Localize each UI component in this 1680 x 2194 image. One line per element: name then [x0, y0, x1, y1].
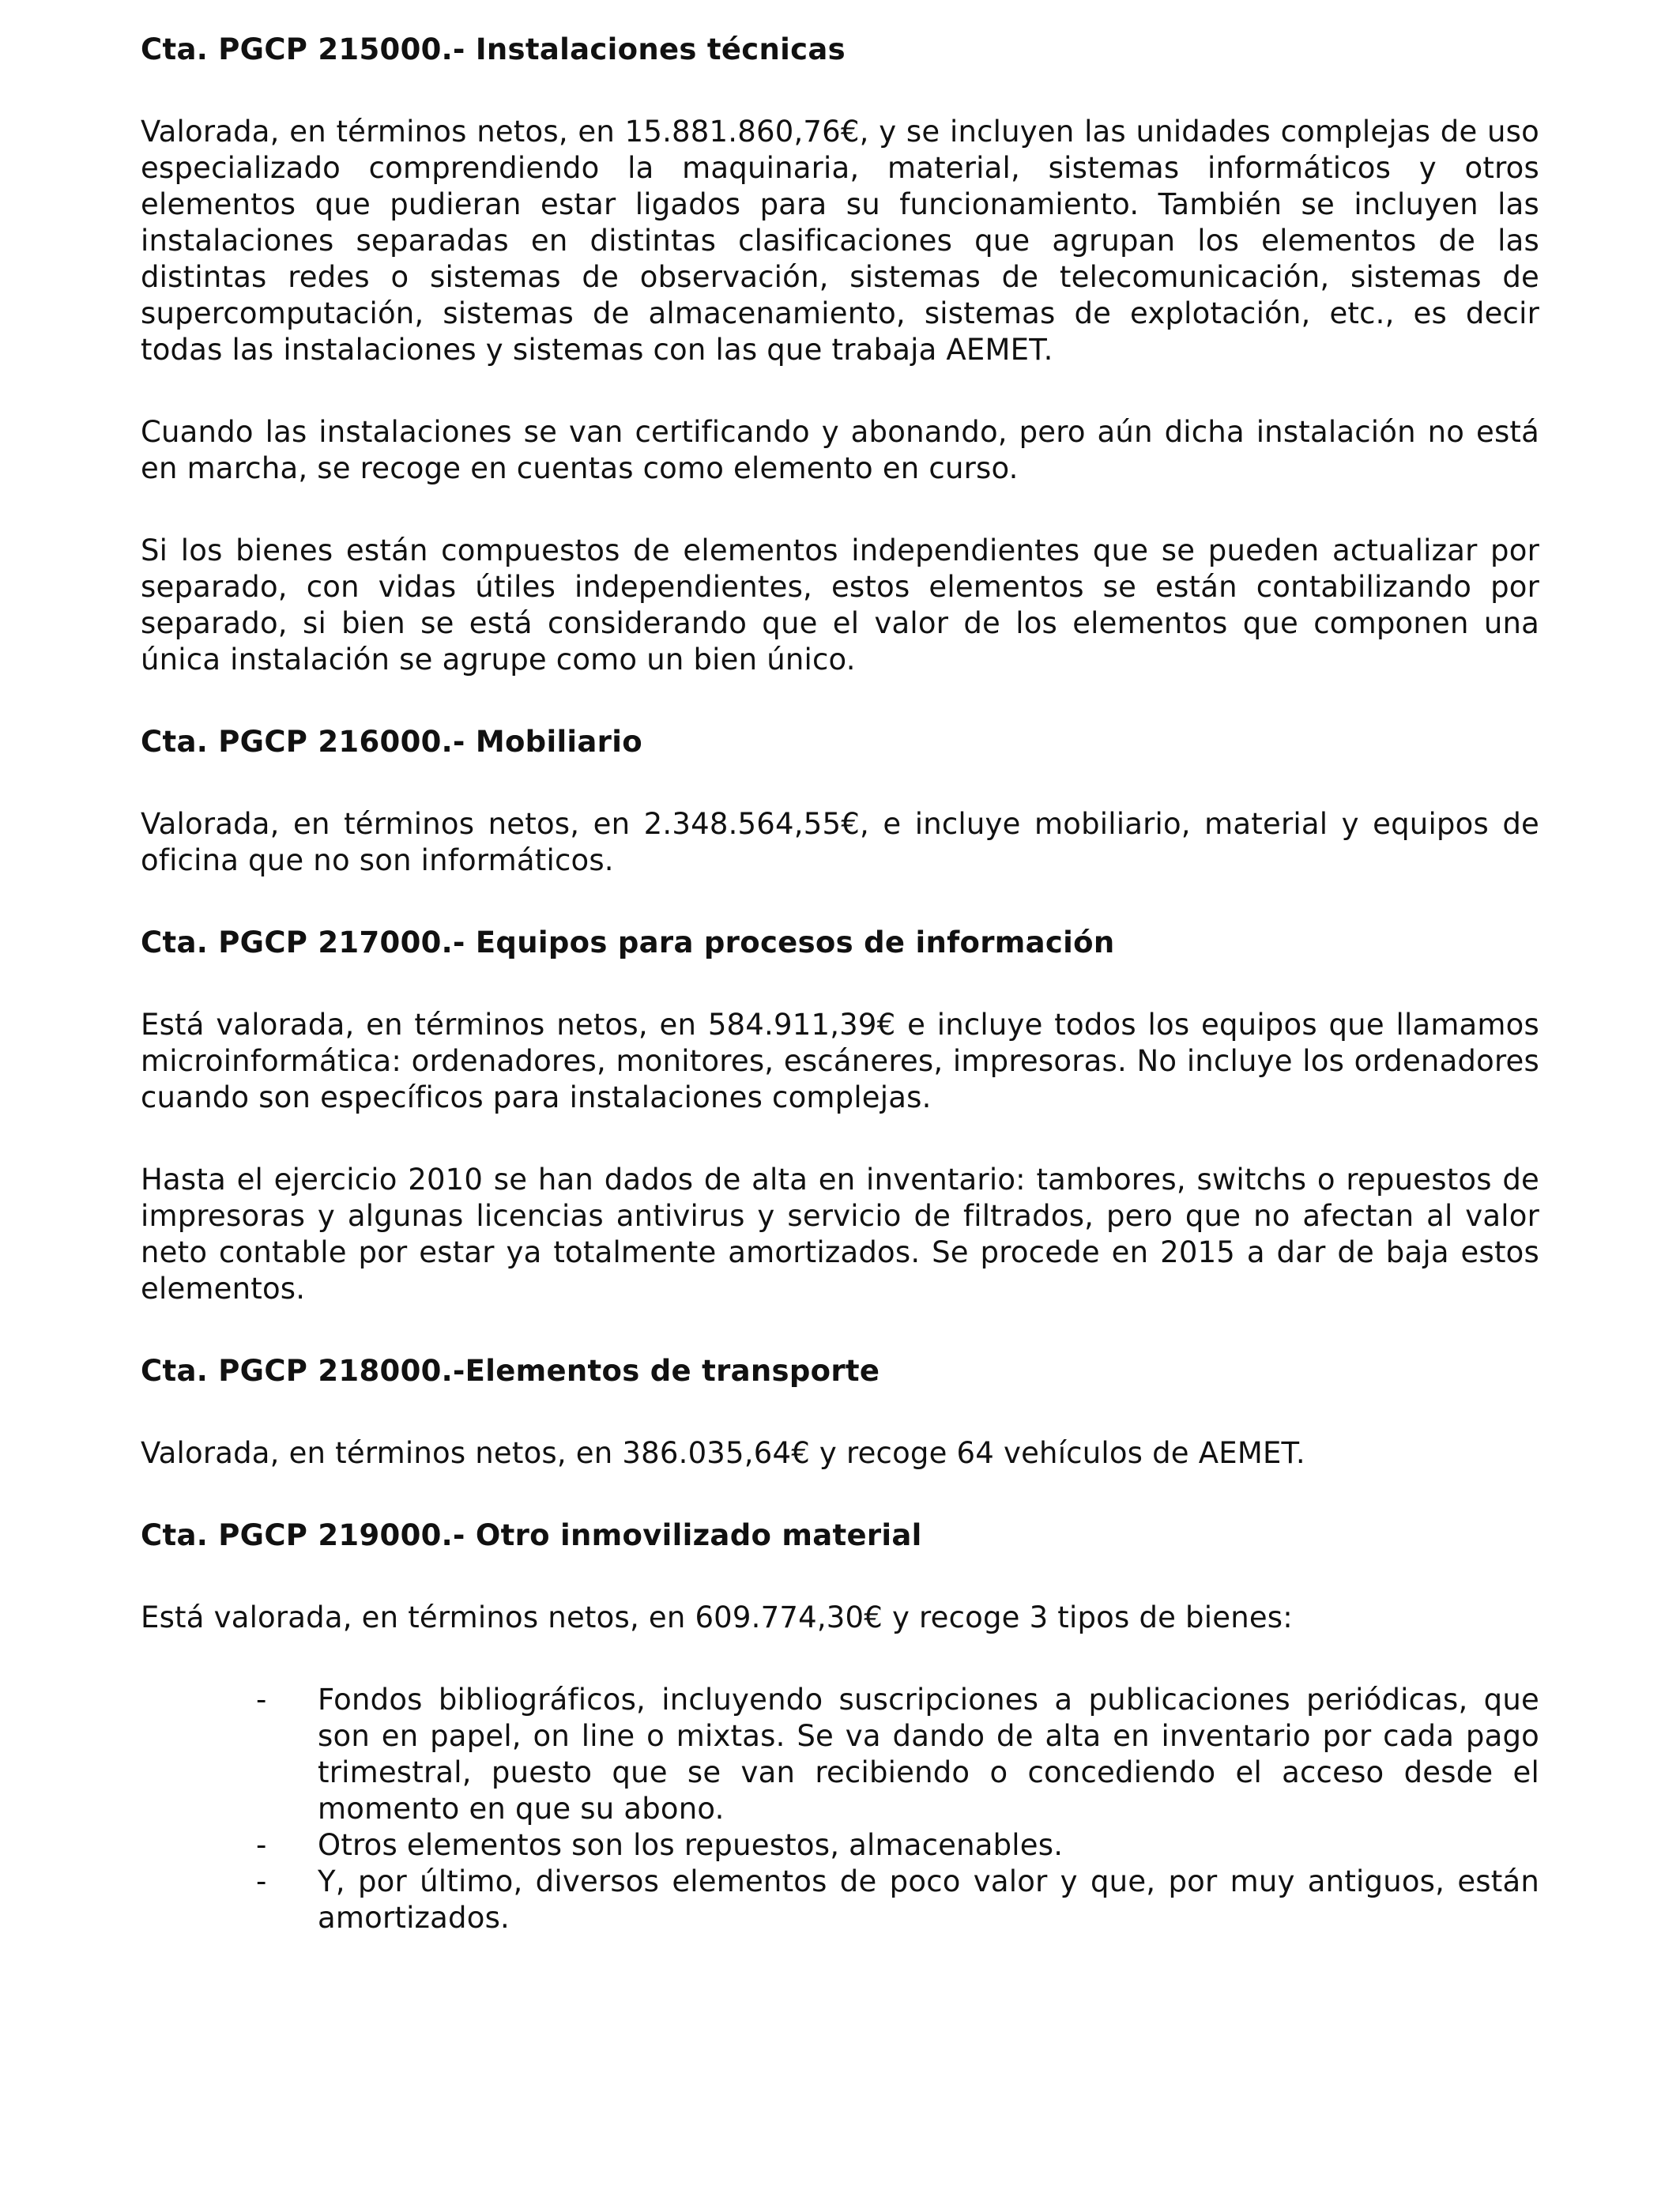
- list-item: [141, 1864, 1539, 1936]
- list-item: [141, 1827, 1539, 1864]
- paragraph-218000-1: Valorada, en términos netos, en 386.035,64€ y recoge 64 vehículos de AEMET.: [141, 1436, 1305, 1470]
- list-item-text: Fondos bibliográficos, incluyendo suscripciones a publicaciones periódicas, que son en papel, on line o mixtas. Se va dando de alta en inventario por cada pago trimestral, puesto que se van recibiendo o concediendo el acceso desde el momento en que su abono.: [318, 1683, 1539, 1826]
- paragraph-217000-2: Hasta el ejercicio 2010 se han dados de alta en inventario: tambores, switchs o repuestos de impresoras y algunas licencias antivirus y servicio de filtrados, pero que no afectan al valor neto contable por estar ya totalmente amortizados. Se procede en 2015 a dar de baja estos elementos.: [141, 1163, 1539, 1306]
- paragraph-215000-2: Cuando las instalaciones se van certificando y abonando, pero aún dicha instalación no está en marcha, se recoge en cuentas como elemento en curso.: [141, 415, 1539, 485]
- section-heading-218000: Cta. PGCP 218000.-Elementos de transporte: [141, 1354, 880, 1388]
- dash-bullet: -: [256, 1828, 267, 1862]
- asset-types-list: [141, 1682, 1539, 1936]
- list-item-text: Otros elementos son los repuestos, almacenables.: [318, 1828, 1064, 1862]
- section-heading-215000: Cta. PGCP 215000.- Instalaciones técnicas: [141, 32, 846, 66]
- paragraph-219000-1: Está valorada, en términos netos, en 609.774,30€ y recoge 3 tipos de bienes:: [141, 1600, 1293, 1634]
- list-item: [141, 1682, 1539, 1827]
- paragraph-217000-1: Está valorada, en términos netos, en 584.911,39€ e incluye todos los equipos que llamamos microinformática: ordenadores, monitores, escáneres, impresoras. No incluye los ordenadores cuando son específicos para instalaciones complejas.: [141, 1008, 1539, 1114]
- section-heading-217000: Cta. PGCP 217000.- Equipos para procesos de información: [141, 925, 1115, 959]
- list-item-text: Y, por último, diversos elementos de poco valor y que, por muy antiguos, están amortizados.: [318, 1864, 1539, 1935]
- section-heading-216000: Cta. PGCP 216000.- Mobiliario: [141, 725, 642, 759]
- section-heading-219000: Cta. PGCP 219000.- Otro inmovilizado material: [141, 1518, 922, 1552]
- document-page: [141, 32, 1539, 1936]
- dash-bullet: -: [256, 1864, 267, 1898]
- paragraph-215000-3: Si los bienes están compuestos de elementos independientes que se pueden actualizar por separado, con vidas útiles independientes, estos elementos se están contabilizando por separado, si bien se está considerando que el valor de los elementos que componen una única instalación se agrupe como un bien único.: [141, 533, 1539, 677]
- dash-bullet: -: [256, 1683, 267, 1717]
- paragraph-216000-1: Valorada, en términos netos, en 2.348.564,55€, e incluye mobiliario, material y equipos de oficina que no son informáticos.: [141, 807, 1539, 877]
- paragraph-215000-1: Valorada, en términos netos, en 15.881.860,76€, y se incluyen las unidades complejas de uso especializado comprendiendo la maquinaria, material, sistemas informáticos y otros elementos que pudieran estar ligados para su funcionamiento. También se incluyen las instalaciones separadas en distintas clasificaciones que agrupan los elementos de las distintas redes o sistemas de observación, sistemas de telecomunicación, sistemas de supercomputación, sistemas de almacenamiento, sistemas de explotación, etc., es decir todas las instalaciones y sistemas con las que trabaja AEMET.: [141, 115, 1539, 367]
